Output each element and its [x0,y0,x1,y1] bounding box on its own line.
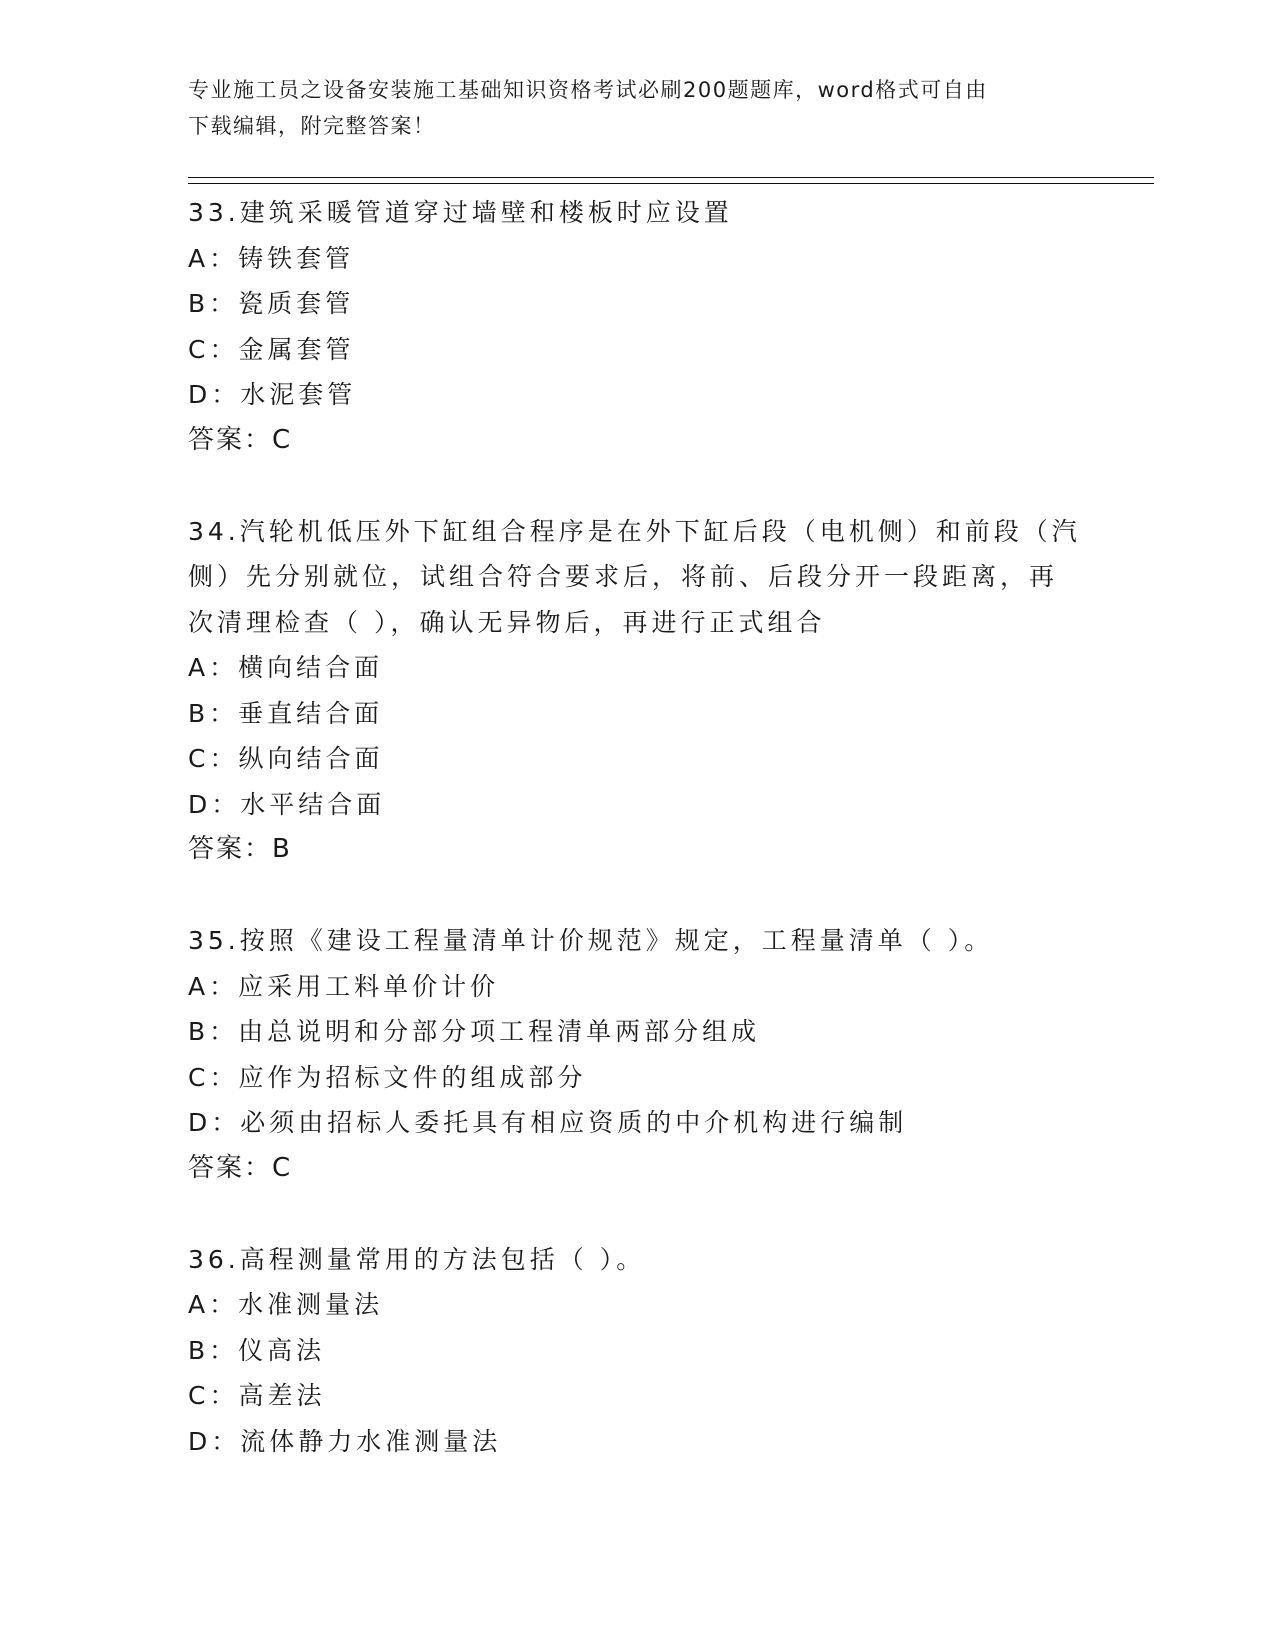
option-d: D：流体静力水准测量法 [188,1426,502,1456]
question-36 [188,1237,1108,1465]
document-header [188,72,1088,144]
question-stem-line-3: 次清理检查（ ），确认无异物后，再进行正式组合 [188,607,826,637]
header-divider-top [188,177,1154,178]
answer-line: 答案：B [188,834,292,864]
question-list [188,190,1108,1464]
option-c: C：纵向结合面 [188,744,384,773]
question-35 [188,918,1108,1191]
header-line-2: 下载编辑，附完整答案！ [188,114,436,138]
option-a: A：水准测量法 [188,1290,384,1319]
option-d: D：必须由招标人委托具有相应资质的中介机构进行编制 [188,1108,908,1137]
option-c: C：应作为招标文件的组成部分 [188,1062,587,1092]
question-stem: 33.建筑采暖管道穿过墙壁和楼板时应设置 [188,198,733,227]
option-b: B：瓷质套管 [188,289,355,318]
question-stem-line-1: 34.汽轮机低压外下缸组合程序是在外下缸后段（电机侧）和前段（汽 [188,516,1081,546]
option-b: B：垂直结合面 [188,698,384,728]
option-b: B：由总说明和分部分项工程清单两部分组成 [188,1017,761,1046]
question-33 [188,190,1108,463]
option-a: A：铸铁套管 [188,243,355,273]
question-stem: 35.按照《建设工程量清单计价规范》规定，工程量清单（ ）。 [188,926,994,955]
option-a: A：应采用工料单价计价 [188,971,500,1001]
answer-line: 答案：C [188,424,293,455]
question-stem-line-2: 侧）先分别就位，试组合符合要求后，将前、后段分开一段距离，再 [188,562,1059,591]
option-c: C：金属套管 [188,334,355,364]
option-a: A：横向结合面 [188,653,384,682]
option-d: D：水泥套管 [188,380,357,409]
header-divider-bottom [188,183,1154,184]
option-d: D：水平结合面 [188,789,386,819]
question-34 [188,509,1108,873]
question-stem: 36.高程测量常用的方法包括（ ）。 [188,1244,646,1274]
answer-line: 答案：C [188,1152,293,1183]
header-line-1: 专业施工员之设备安装施工基础知识资格考试必刷200题题库，word格式可自由 [188,78,988,102]
option-b: B：仪高法 [188,1335,326,1365]
option-c: C：高差法 [188,1381,326,1410]
